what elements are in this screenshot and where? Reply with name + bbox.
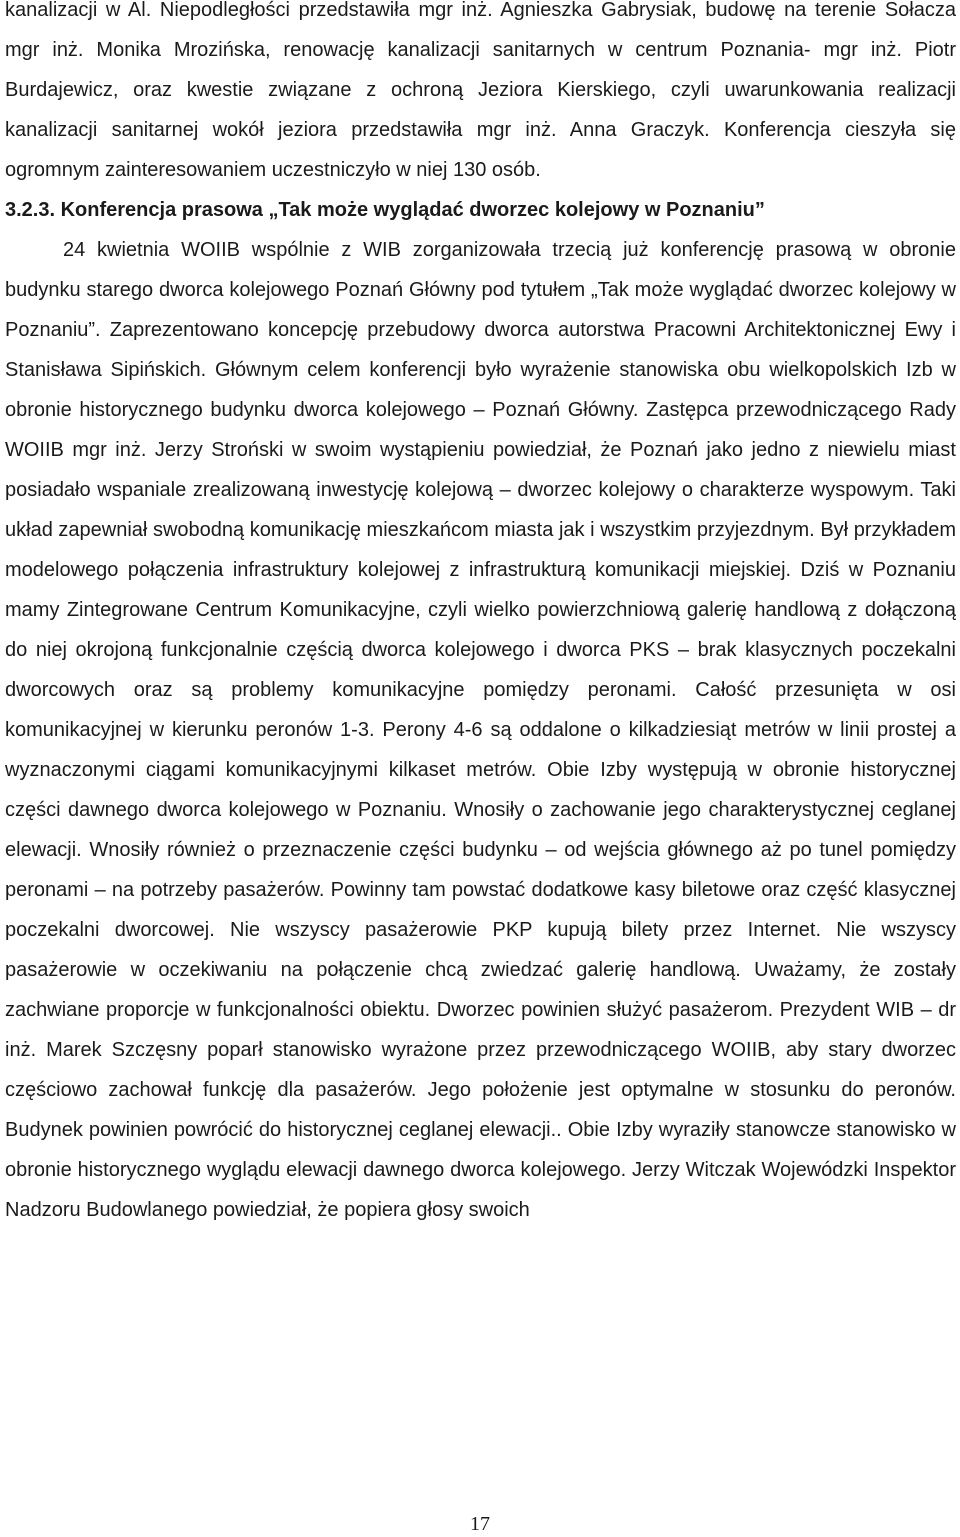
section-heading bbox=[5, 190, 956, 230]
section-number: 3.2.3. bbox=[5, 199, 56, 221]
section-title: Konferencja prasowa „Tak może wyglądać dworzec kolejowy w Poznaniu” bbox=[60, 199, 765, 221]
intro-paragraph: kanalizacji w Al. Niepodległości przedstawiła mgr inż. Agnieszka Gabrysiak, budowę na terenie Sołacza mgr inż. Monika Mrozińska, renowację kanalizacji sanitarnych w centrum Poznania- mgr inż. Piotr Burdajewicz, oraz kwestie związane z ochroną Jeziora Kierskiego, czyli uwarunkowania realizacji kanalizacji sanitarnej wokół jeziora przedstawiła mgr inż. Anna Graczyk. Konferencja cieszyła się ogromnym zainteresowaniem uczestniczyło w niej 130 osób. bbox=[5, 0, 956, 181]
page-number: 17 bbox=[470, 1513, 490, 1535]
document-page bbox=[5, 0, 956, 1537]
body-paragraph: 24 kwietnia WOIIB wspólnie z WIB zorganizowała trzecią już konferencję prasową w obronie budynku starego dworca kolejowego Poznań Główny pod tytułem „Tak może wyglądać dworzec kolejowy w Poznaniu”. Zaprezentowano koncepcję przebudowy dworca autorstwa Pracowni Architektonicznej Ewy i Stanisława Sipińskich. Głównym celem konferencji było wyrażenie stanowiska obu wielkopolskich Izb w obronie historycznego budynku dworca kolejowego – Poznań Główny. Zastępca przewodniczącego Rady WOIIB mgr inż. Jerzy Stroński w swoim wystąpieniu powiedział, że Poznań jako jedno z niewielu miast posiadało wspaniale zrealizowaną inwestycję kolejową – dworzec kolejowy o charakterze wyspowym. Taki układ zapewniał swobodną komunikację mieszkańcom miasta jak i wszystkim przyjezdnym. Był przykładem modelowego połączenia infrastruktury kolejowej z infrastrukturą komunikacji miejskiej. Dziś w Poznaniu mamy Zintegrowane Centrum Komunikacyjne, czyli wielko powierzchniową galerię handlową z dołączoną do niej okrojoną funkcjonalnie częścią dworca kolejowego i dworca PKS – brak klasycznych poczekalni dworcowych oraz są problemy komunikacyjne pomiędzy peronami. Całość przesunięta w osi komunikacyjnej w kierunku peronów 1-3. Perony 4-6 są oddalone o kilkadziesiąt metrów w linii prostej a wyznaczonymi ciągami komunikacyjnymi kilkaset metrów. Obie Izby występują w obronie historycznej części dawnego dworca kolejowego w Poznaniu. Wnosiły o zachowanie jego charakterystycznej ceglanej elewacji. Wnosiły również o przeznaczenie części budynku – od wejścia głównego aż po tunel pomiędzy peronami – na potrzeby pasażerów. Powinny tam powstać dodatkowe kasy biletowe oraz część klasycznej poczekalni dworcowej. Nie wszyscy pasażerowie PKP kupują bilety przez Internet. Nie wszyscy pasażerowie w oczekiwaniu na połączenie chcą zwiedzać galerię handlową. Uważamy, że zostały zachwiane proporcje w funkcjonalności obiektu. Dworzec powinien służyć pasażerom. Prezydent WIB – dr inż. Marek Szczęsny poparł stanowisko wyrażone przez przewodniczącego WOIIB, aby stary dworzec częściowo zachował funkcję dla pasażerów. Jego położenie jest optymalne w stosunku do peronów. Budynek powinien powrócić do historycznej ceglanej elewacji.. Obie Izby wyraziły stanowcze stanowisko w obronie historycznego wyglądu elewacji dawnego dworca kolejowego. Jerzy Witczak Wojewódzki Inspektor Nadzoru Budowlanego powiedział, że popiera głosy swoich bbox=[5, 239, 956, 1221]
